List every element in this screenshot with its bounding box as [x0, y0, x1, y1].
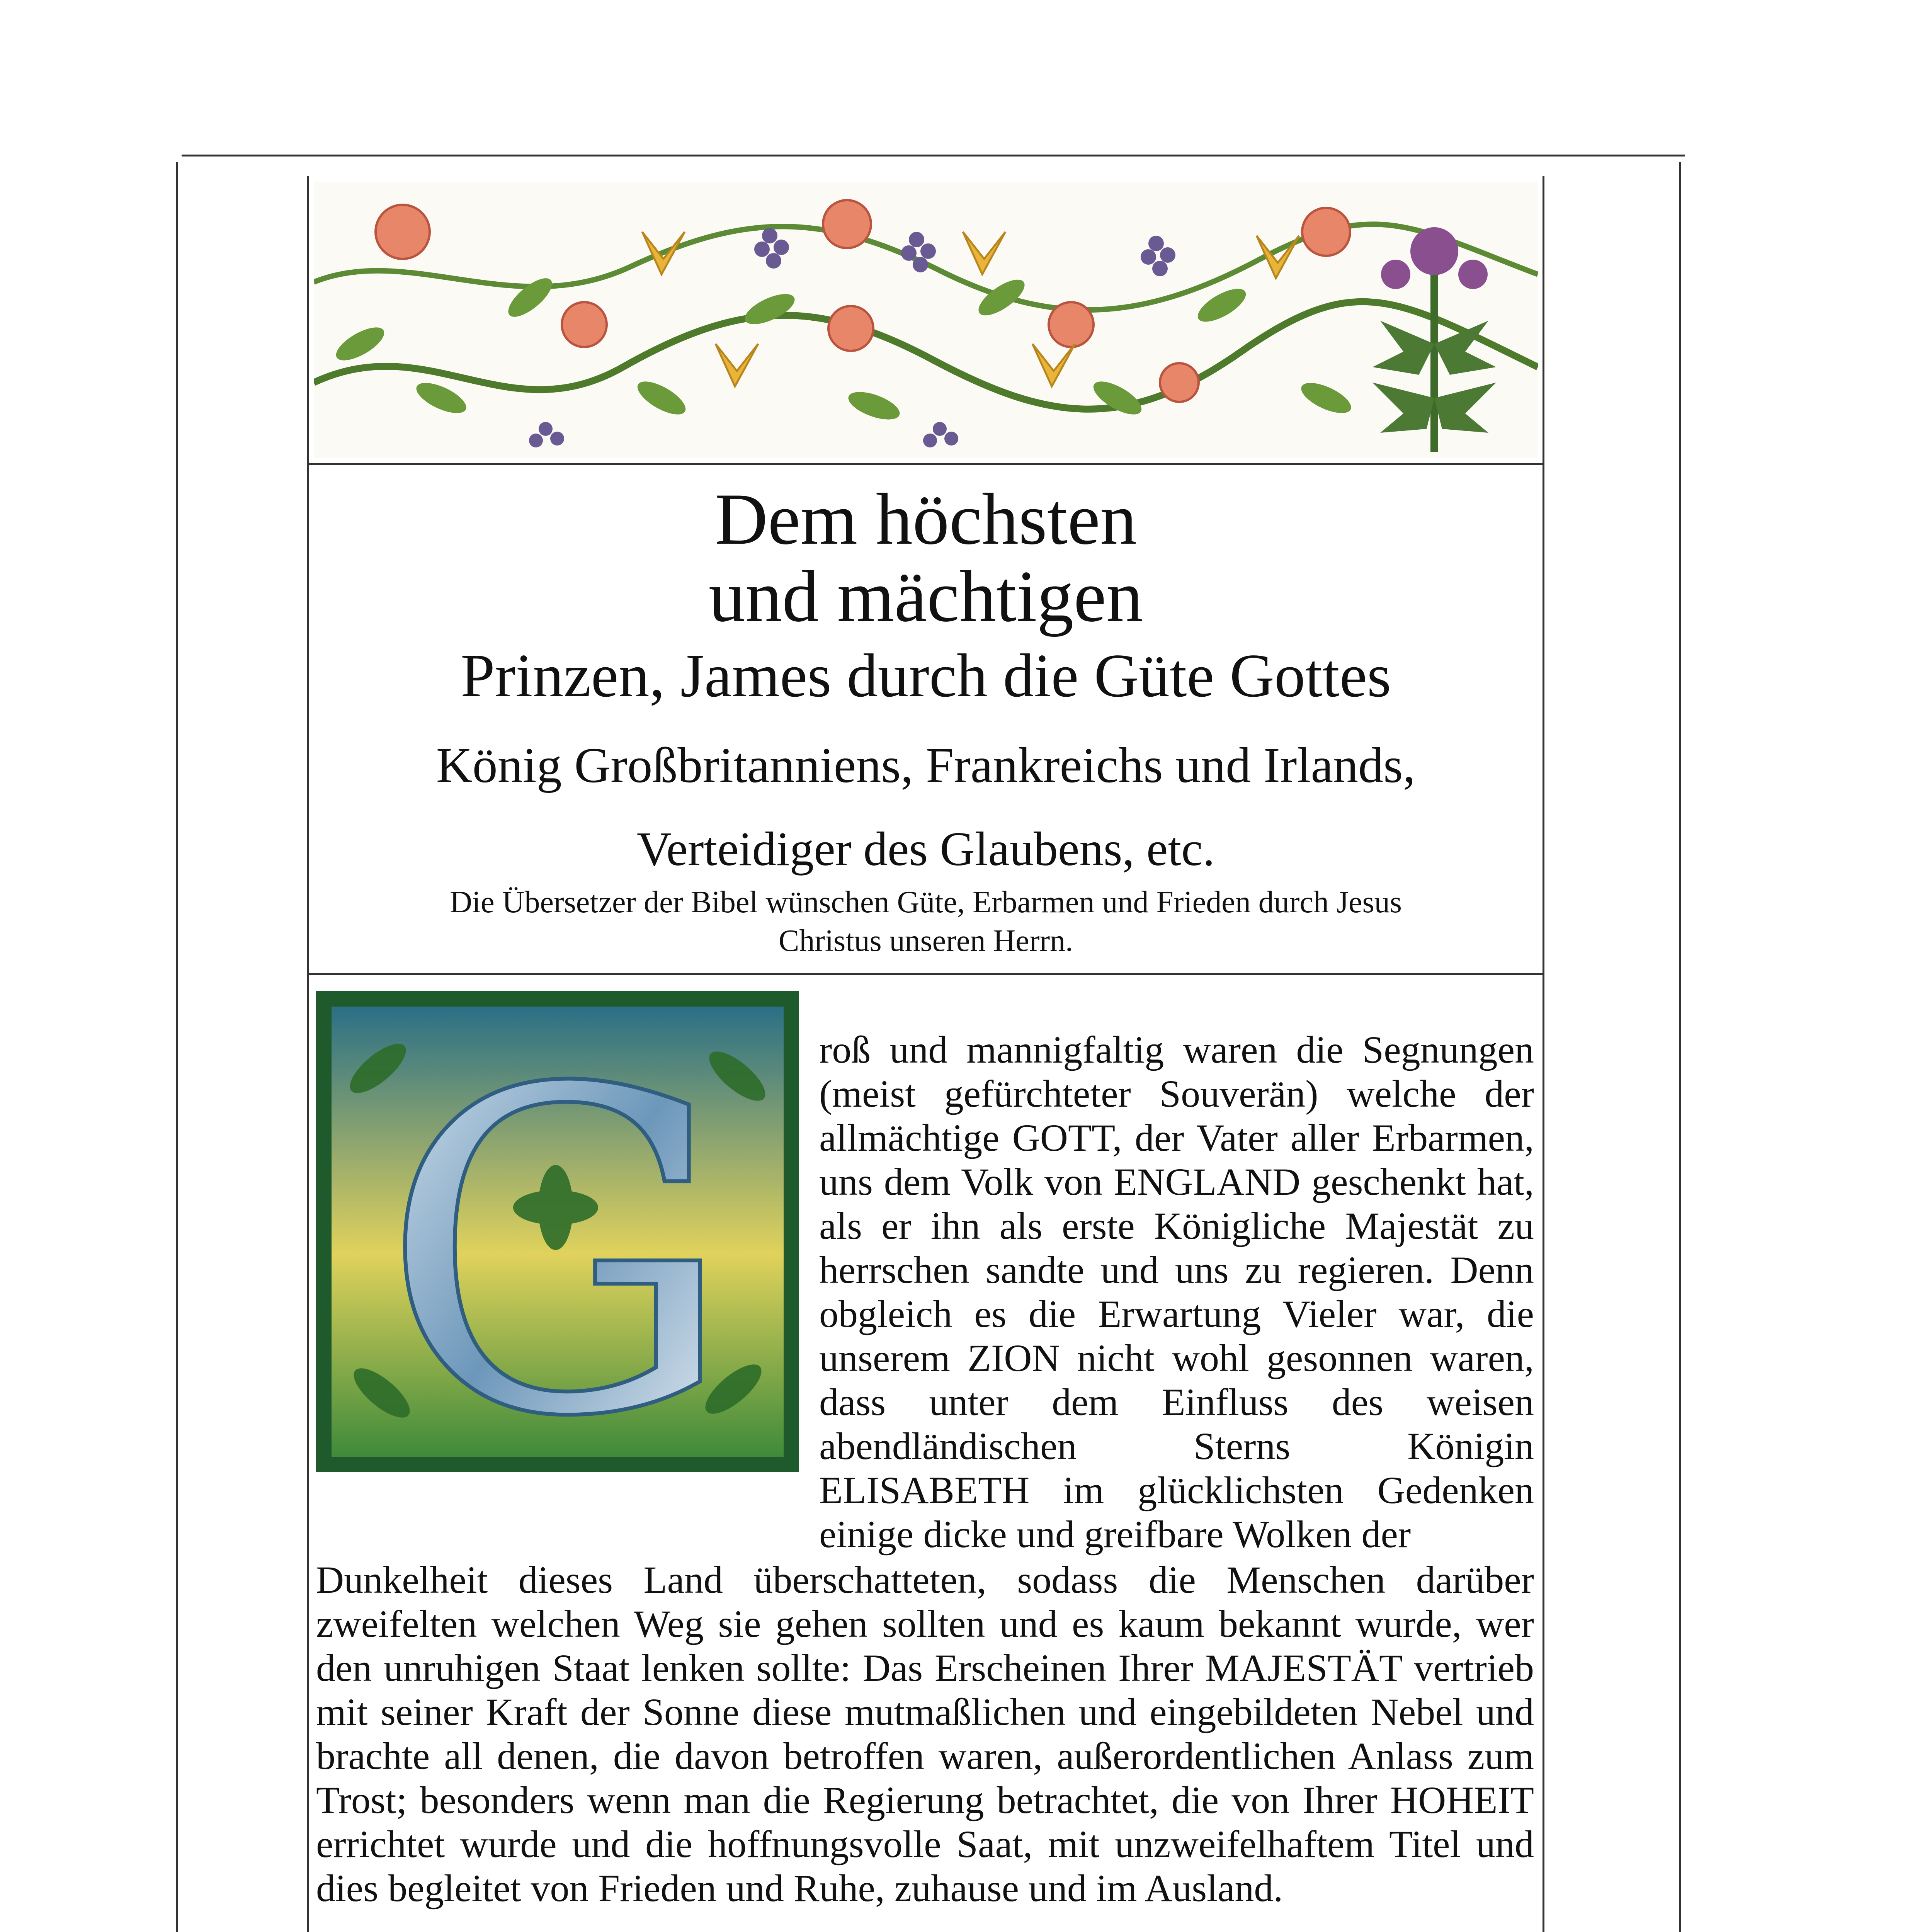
- outer-right-rule: [1679, 162, 1681, 1932]
- floral-banner: [314, 182, 1538, 458]
- paragraph-1-first-lines: roß und mannigfaltig waren die Segnungen (meist gefürchteter Souverän) welche der allmächtige GOTT, der Vater aller Erbarmen, uns dem Volk von ENGLAND geschenkt hat, als er ihn als erste Königliche Majestät zu herrschen sandte und uns zu regieren. Denn obgleich es die Erwartung Vieler war, die unserem ZION nicht wohl gesonnen waren, dass unter dem Einfluss des weisen abendländischen Sterns Königin ELISABETH im glücklichsten Gedenken einige dicke und greifbare Wolken der: [819, 1028, 1534, 1556]
- banner-bottom-rule: [309, 463, 1543, 465]
- illuminated-letter-g-icon: [316, 991, 799, 1472]
- paragraph-1-continued: Dunkelheit dieses Land überschatteten, sodass die Menschen darüber zweifelten welchen Weg sie gehen sollten und es kaum bekannt wurde, wer den unruhigen Staat lenken sollte: Das Erscheinen Ihrer MAJESTÄT vertrieb mit seiner Kraft der Sonne diese mutmaßlichen und eingebildeten Nebel und brachte all denen, die davon betroffen waren, außerordentlichen Anlass zum Trost; besonders wenn man die Regierung betrachtet, die von Ihrer HOHEIT errichtet wurde und die hoffnungsvolle Saat, mit unzweifelhaftem Titel und dies begleitet von Frieden und Ruhe, zuhause und im Ausland.: [316, 1558, 1534, 1910]
- top-rule: [182, 155, 1685, 156]
- title-line-1: Dem höchsten: [714, 479, 1137, 560]
- title-line-4: König Großbritanniens, Frankreichs und Irlands,: [436, 738, 1416, 793]
- svg-text:G: G: [380, 997, 735, 1472]
- title-line-5: Verteidiger des Glaubens, etc.: [637, 823, 1215, 876]
- title-line-3: Prinzen, James durch die Güte Gottes: [460, 641, 1391, 710]
- salutation: Die Übersetzer der Bibel wünschen Güte, Erbarmen und Frieden durch Jesus Christus unseren Herrn.: [450, 885, 1402, 958]
- title-line-2: und mächtigen: [709, 556, 1143, 637]
- inner-left-rule: [307, 176, 309, 1932]
- heading-bottom-rule: [309, 973, 1543, 975]
- inner-right-rule: [1543, 176, 1544, 1932]
- outer-left-rule: [176, 162, 178, 1932]
